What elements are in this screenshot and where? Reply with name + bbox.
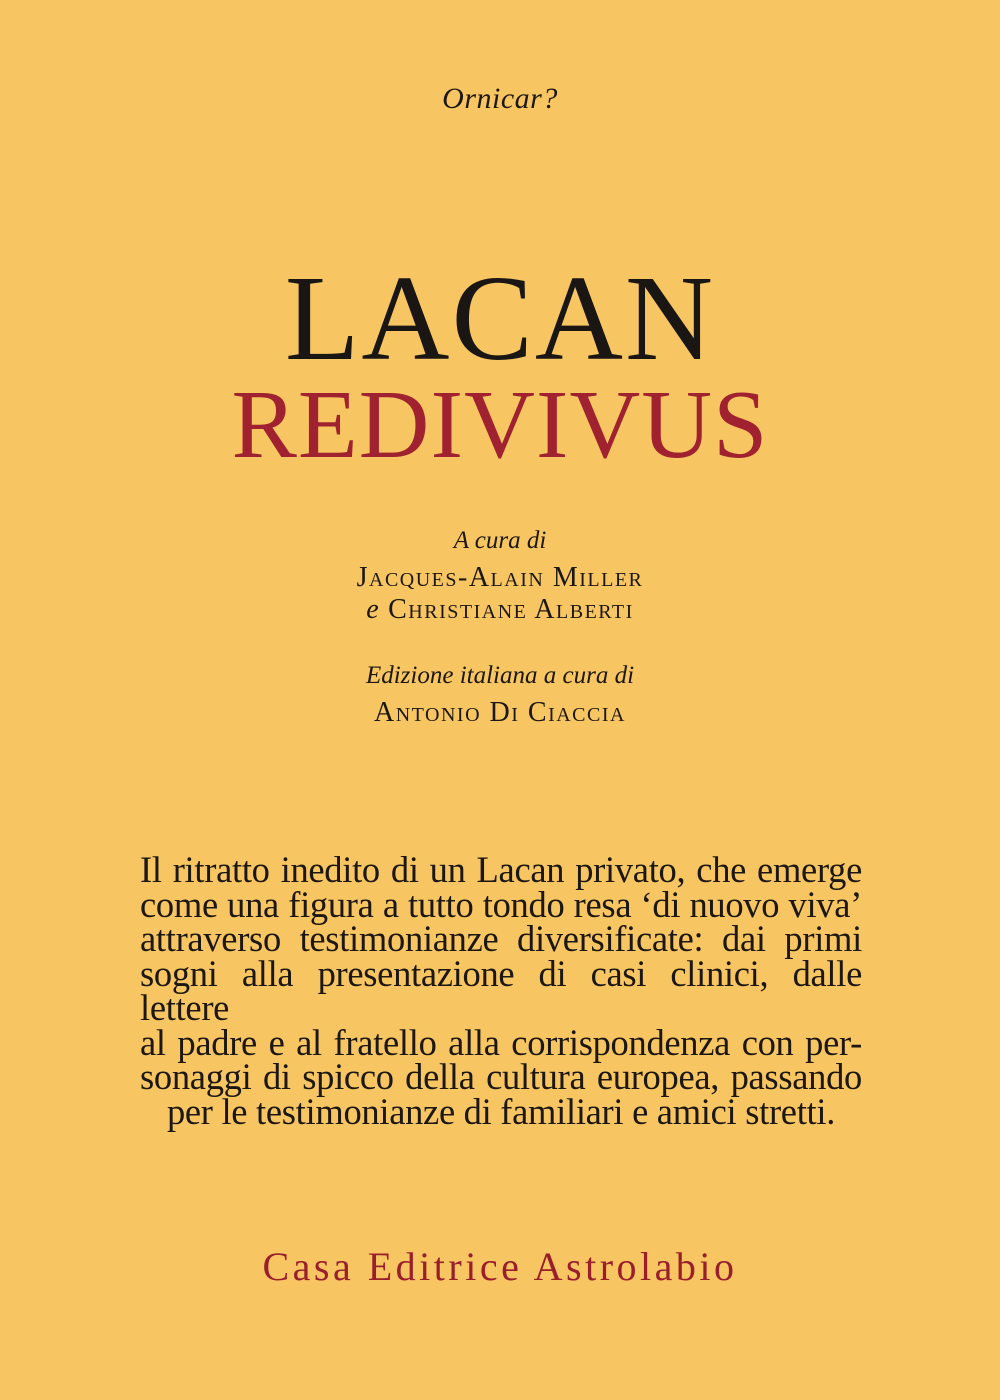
blurb-line: al padre e al fratello alla corrispondenza con per- xyxy=(140,1021,862,1063)
editor-name-1: Jacques-Alain Miller xyxy=(356,562,644,593)
title-line-2: REDIVIVUS xyxy=(231,371,769,479)
italian-edition-label: Edizione italiana a cura di xyxy=(365,662,635,689)
blurb-line: sonaggi di spicco della cultura europea, passando xyxy=(140,1056,862,1097)
editor-conjunction: e xyxy=(366,594,381,625)
italian-editor-name: Antonio Di Ciaccia xyxy=(374,697,626,728)
blurb xyxy=(140,849,862,1132)
blurb-line: sogni alla presentazione di casi clinici, dalle lettere xyxy=(140,952,862,1028)
blurb-line: come una figura a tutto tondo resa ‘di nuovo viva’ xyxy=(140,883,862,925)
editor-name-2: Christiane Alberti xyxy=(388,594,634,625)
blurb-line: attraverso testimonianze diversificate: dai primi xyxy=(140,918,862,959)
publisher-name: Casa Editrice Astrolabio xyxy=(262,1244,738,1289)
blurb-line: Il ritratto inedito di un Lacan privato, che emerge xyxy=(140,849,862,890)
title-line-1: LACAN xyxy=(284,251,716,386)
blurb-line: per le testimonianze di familiari e amici stretti. xyxy=(166,1090,836,1132)
editor-line-2 xyxy=(0,594,1000,626)
series-name: Ornicar? xyxy=(442,82,558,115)
curated-by-label: A cura di xyxy=(453,527,547,554)
